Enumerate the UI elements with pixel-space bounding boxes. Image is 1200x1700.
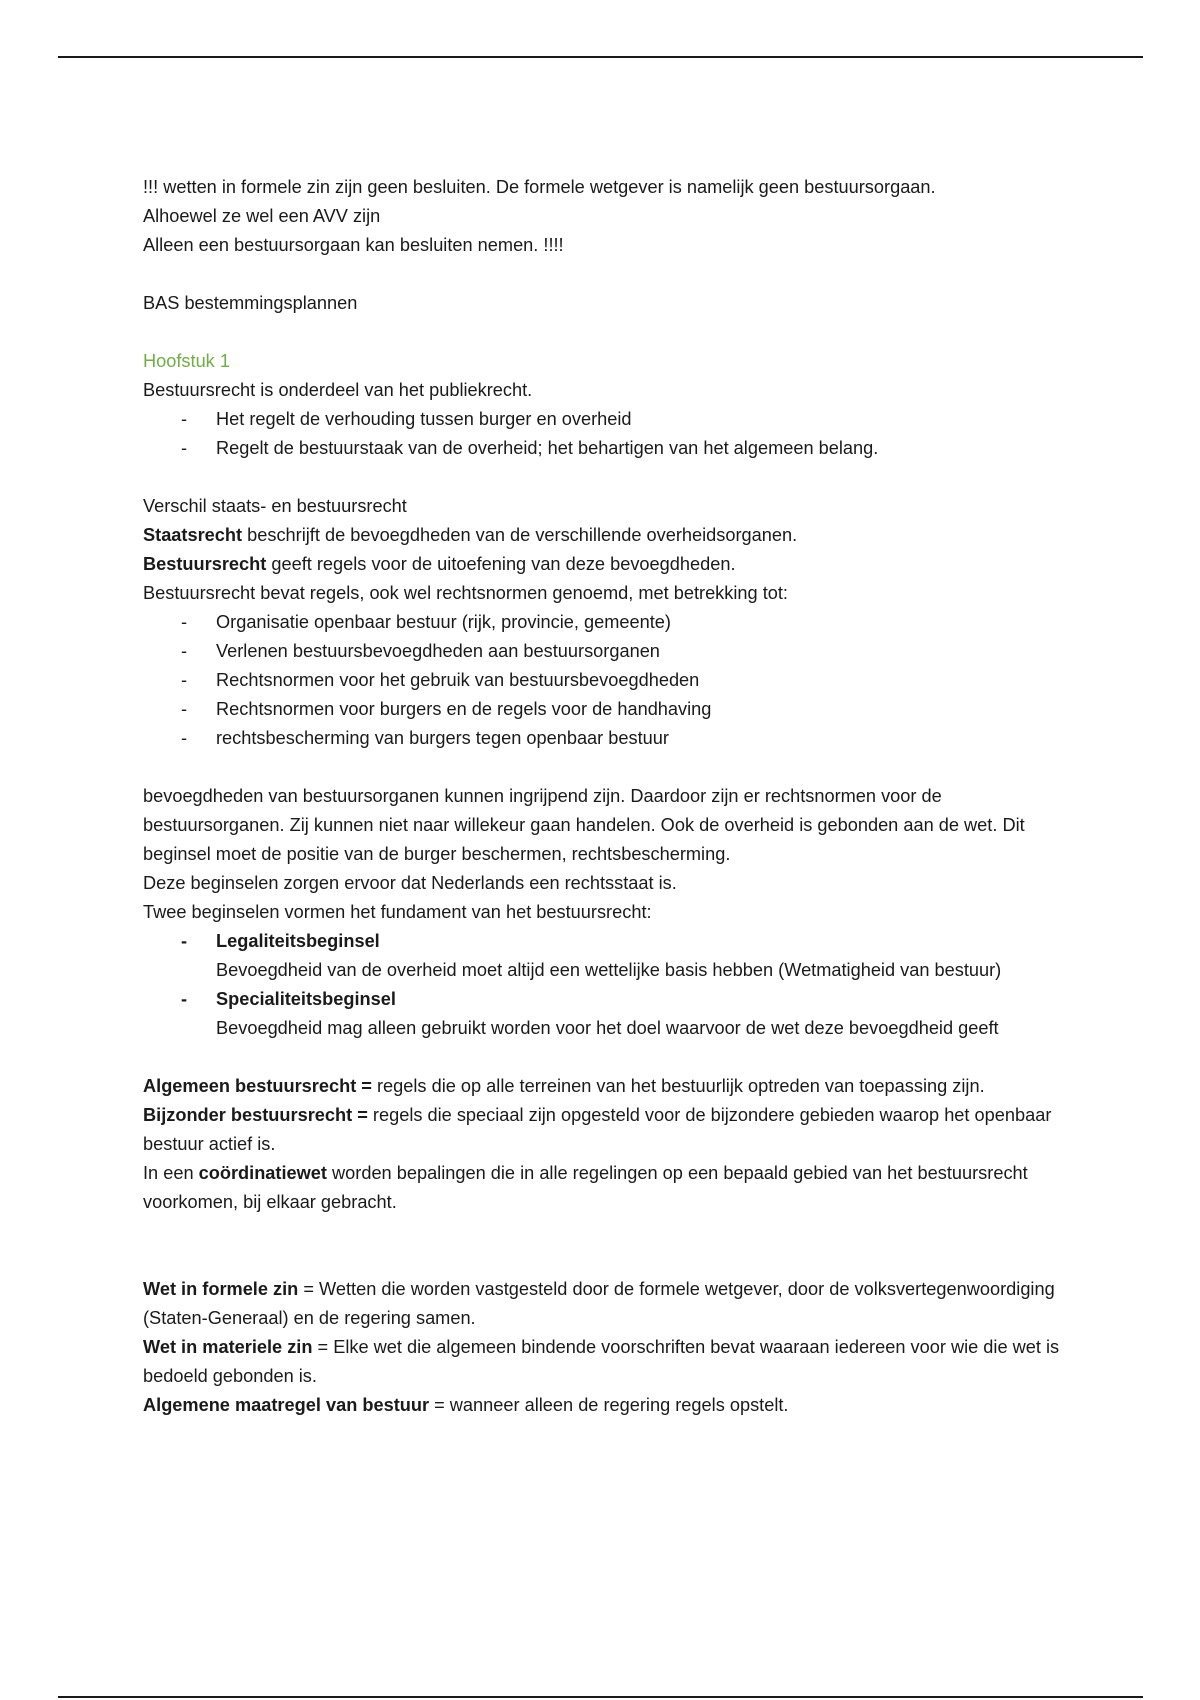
difference-title: Verschil staats- en bestuursrecht [143, 496, 407, 516]
list-item: - Organisatie openbaar bestuur (rijk, provincie, gemeente) [181, 612, 671, 632]
principles-paragraph: bevoegdheden van bestuursorganen kunnen ingrijpend zijn. Daardoor zijn er rechtsnormen voor de bestuursorganen. Zij kunnen niet naar willekeur gaan handelen. Ook de overheid is gebonden aan de wet. Dit beginsel moet de positie van de burger beschermen, rechtsbescherming. [143, 786, 1025, 864]
principles-line-3: Twee beginselen vormen het fundament van het bestuursrecht: [143, 902, 652, 922]
principles-line-2: Deze beginselen zorgen ervoor dat Nederlands een rechtsstaat is. [143, 873, 677, 893]
staatsrecht-definition: Staatsrecht beschrijft de bevoegdheden van de verschillende overheidsorganen. [143, 525, 798, 545]
chapter-intro: Bestuursrecht is onderdeel van het publiekrecht. [143, 380, 533, 400]
principle-text: Bevoegdheid van de overheid moet altijd een wettelijke basis hebben (Wetmatigheid van bestuur) [216, 960, 1002, 980]
intro-line-1: !!! wetten in formele zin zijn geen besluiten. De formele wetgever is namelijk geen bestuursorgaan. [143, 177, 936, 197]
intro-line-4: BAS bestemmingsplannen [143, 293, 358, 313]
amvb-definition: Algemene maatregel van bestuur = wanneer alleen de regering regels opstelt. [143, 1395, 789, 1415]
bestuursrecht-definition: Bestuursrecht geeft regels voor de uitoefening van deze bevoegdheden. [143, 554, 736, 574]
footer-rule [58, 1696, 1143, 1698]
algemeen-bestuursrecht-definition: Algemeen bestuursrecht = regels die op alle terreinen van het bestuurlijk optreden van toepassing zijn. [143, 1076, 985, 1096]
intro-line-3: Alleen een bestuursorgaan kan besluiten nemen. !!!! [143, 235, 564, 255]
coordinatiewet-definition: In een coördinatiewet worden bepalingen die in alle regelingen op een bepaald gebied van het bestuursrecht voorkomen, bij elkaar gebracht. [143, 1163, 1028, 1212]
list-item: - Specialiteitsbeginsel [181, 989, 396, 1009]
formele-zin-definition: Wet in formele zin = Wetten die worden vastgesteld door de formele wetgever, door de volksvertegenwoordiging (Staten-Generaal) en de regering samen. [143, 1279, 1055, 1328]
principle-text: Bevoegdheid mag alleen gebruikt worden voor het doel waarvoor de wet deze bevoegdheid geeft [216, 1018, 999, 1038]
list-item: - Rechtsnormen voor het gebruik van bestuursbevoegdheden [181, 670, 700, 690]
header-rule [58, 56, 1143, 58]
document-body [143, 173, 1063, 1420]
list-item: - Verlenen bestuursbevoegdheden aan bestuursorganen [181, 641, 660, 661]
chapter-heading: Hoofstuk 1 [143, 351, 230, 371]
list-item: - Rechtsnormen voor burgers en de regels voor de handhaving [181, 699, 712, 719]
bijzonder-bestuursrecht-definition: Bijzonder bestuursrecht = regels die speciaal zijn opgesteld voor de bijzondere gebieden waarop het openbaar bestuur actief is. [143, 1105, 1052, 1154]
list-item: - Legaliteitsbeginsel [181, 931, 380, 951]
rules-intro: Bestuursrecht bevat regels, ook wel rechtsnormen genoemd, met betrekking tot: [143, 583, 788, 603]
list-item: - Regelt de bestuurstaak van de overheid; het behartigen van het algemeen belang. [181, 438, 879, 458]
list-item: - Het regelt de verhouding tussen burger en overheid [181, 409, 632, 429]
list-item: - rechtsbescherming van burgers tegen openbaar bestuur [181, 728, 669, 748]
materiele-zin-definition: Wet in materiele zin = Elke wet die algemeen bindende voorschriften bevat waaraan iedereen voor wie die wet is bedoeld gebonden is. [143, 1337, 1060, 1386]
intro-line-2: Alhoewel ze wel een AVV zijn [143, 206, 381, 226]
